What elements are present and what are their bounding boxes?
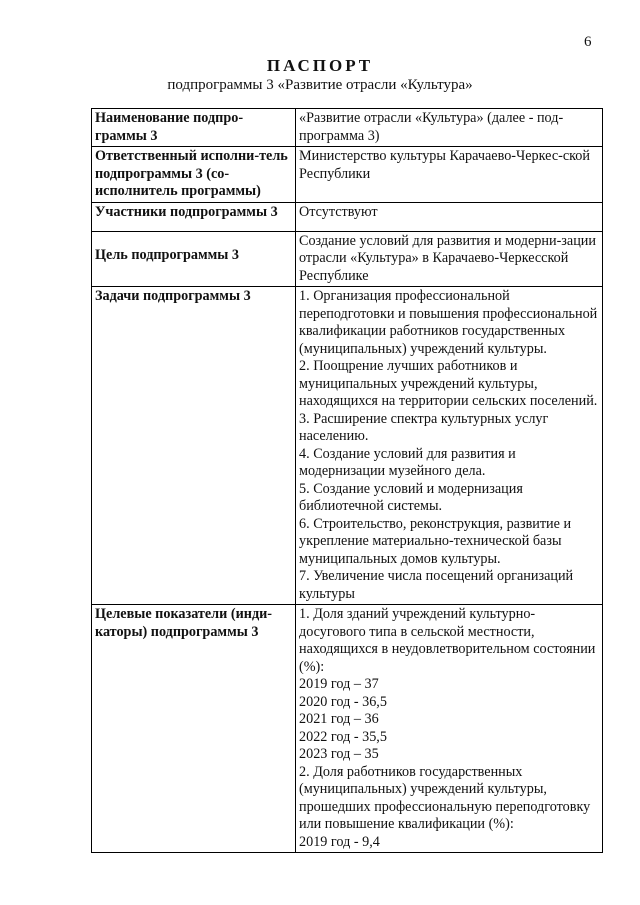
table-row-name [92, 109, 603, 147]
passport-table [91, 108, 603, 853]
value-line: 2019 год – 37 [299, 676, 379, 692]
row-label: Участники подпрограммы 3 [92, 202, 296, 231]
table-row-goal [92, 231, 603, 287]
value-line: 4. Создание условий для развития и модернизации музейного дела. [299, 445, 516, 479]
value-line: Министерство культуры Карачаево-Черкес-ской Республики [299, 148, 590, 182]
value-line: Создание условий для развития и модерни-зации отрасли «Культура» в Карачаево-Черкесской Республике [299, 232, 596, 284]
table-row-indicators [92, 605, 603, 853]
value-line: 2019 год - 9,4 [299, 833, 380, 850]
document-subtitle: подпрограммы 3 «Развитие отрасли «Культура» [167, 77, 473, 93]
table-row-tasks [92, 287, 603, 605]
row-value [296, 231, 603, 287]
row-value [296, 202, 603, 231]
row-label: Наименование подпро-граммы 3 [92, 109, 296, 147]
row-value [296, 147, 603, 203]
row-value [296, 605, 603, 853]
value-line: 2. Поощрение лучших работников и муниципальных учреждений культуры, находящихся на территории сельских поселений. [299, 358, 598, 409]
value-line: 2021 год – 36 [299, 711, 379, 727]
row-label: Ответственный исполни-тель подпрограммы 3 (со-исполнитель программы) [92, 147, 296, 203]
value-line: 2023 год – 35 [299, 746, 379, 762]
value-line: Отсутствуют [299, 203, 378, 220]
document-title: ПАСПОРТ [266, 56, 374, 75]
row-value [296, 287, 603, 605]
value-line: 2020 год - 36,5 [299, 693, 387, 710]
page-number: 6 [584, 34, 592, 50]
value-line: 3. Расширение спектра культурных услуг населению. [299, 410, 549, 444]
value-line: 1. Доля зданий учреждений культурно-досугового типа в сельской местности, находящихся в неудовлетворительном состоянии (%): [299, 606, 596, 675]
row-label: Задачи подпрограммы 3 [92, 287, 296, 605]
row-value [296, 109, 603, 147]
row-label: Целевые показатели (инди-каторы) подпрограммы 3 [92, 605, 296, 853]
value-line: 6. Строительство, реконструкция, развитие и укрепление материально-технической базы муниципальных домов культуры. [299, 515, 572, 567]
value-line: 5. Создание условий и модернизация библиотечной системы. [299, 480, 523, 514]
value-line: «Развитие отрасли «Культура» (далее - под-программа 3) [299, 110, 564, 144]
table-row-participants [92, 202, 603, 231]
table-row-executor [92, 147, 603, 203]
row-label: Цель подпрограммы 3 [92, 231, 296, 287]
value-line: 1. Организация профессиональной переподготовки и повышения профессиональной квалификации работников государственных (муниципальных) учреждений культуры. [299, 288, 598, 357]
value-line: 2022 год - 35,5 [299, 728, 387, 745]
value-line: 2. Доля работников государственных (муниципальных) учреждений культуры, прошедших профессиональную переподготовку или повышение квалификации (%): [299, 763, 591, 832]
value-line: 7. Увеличение числа посещений организаций культуры [299, 568, 574, 602]
